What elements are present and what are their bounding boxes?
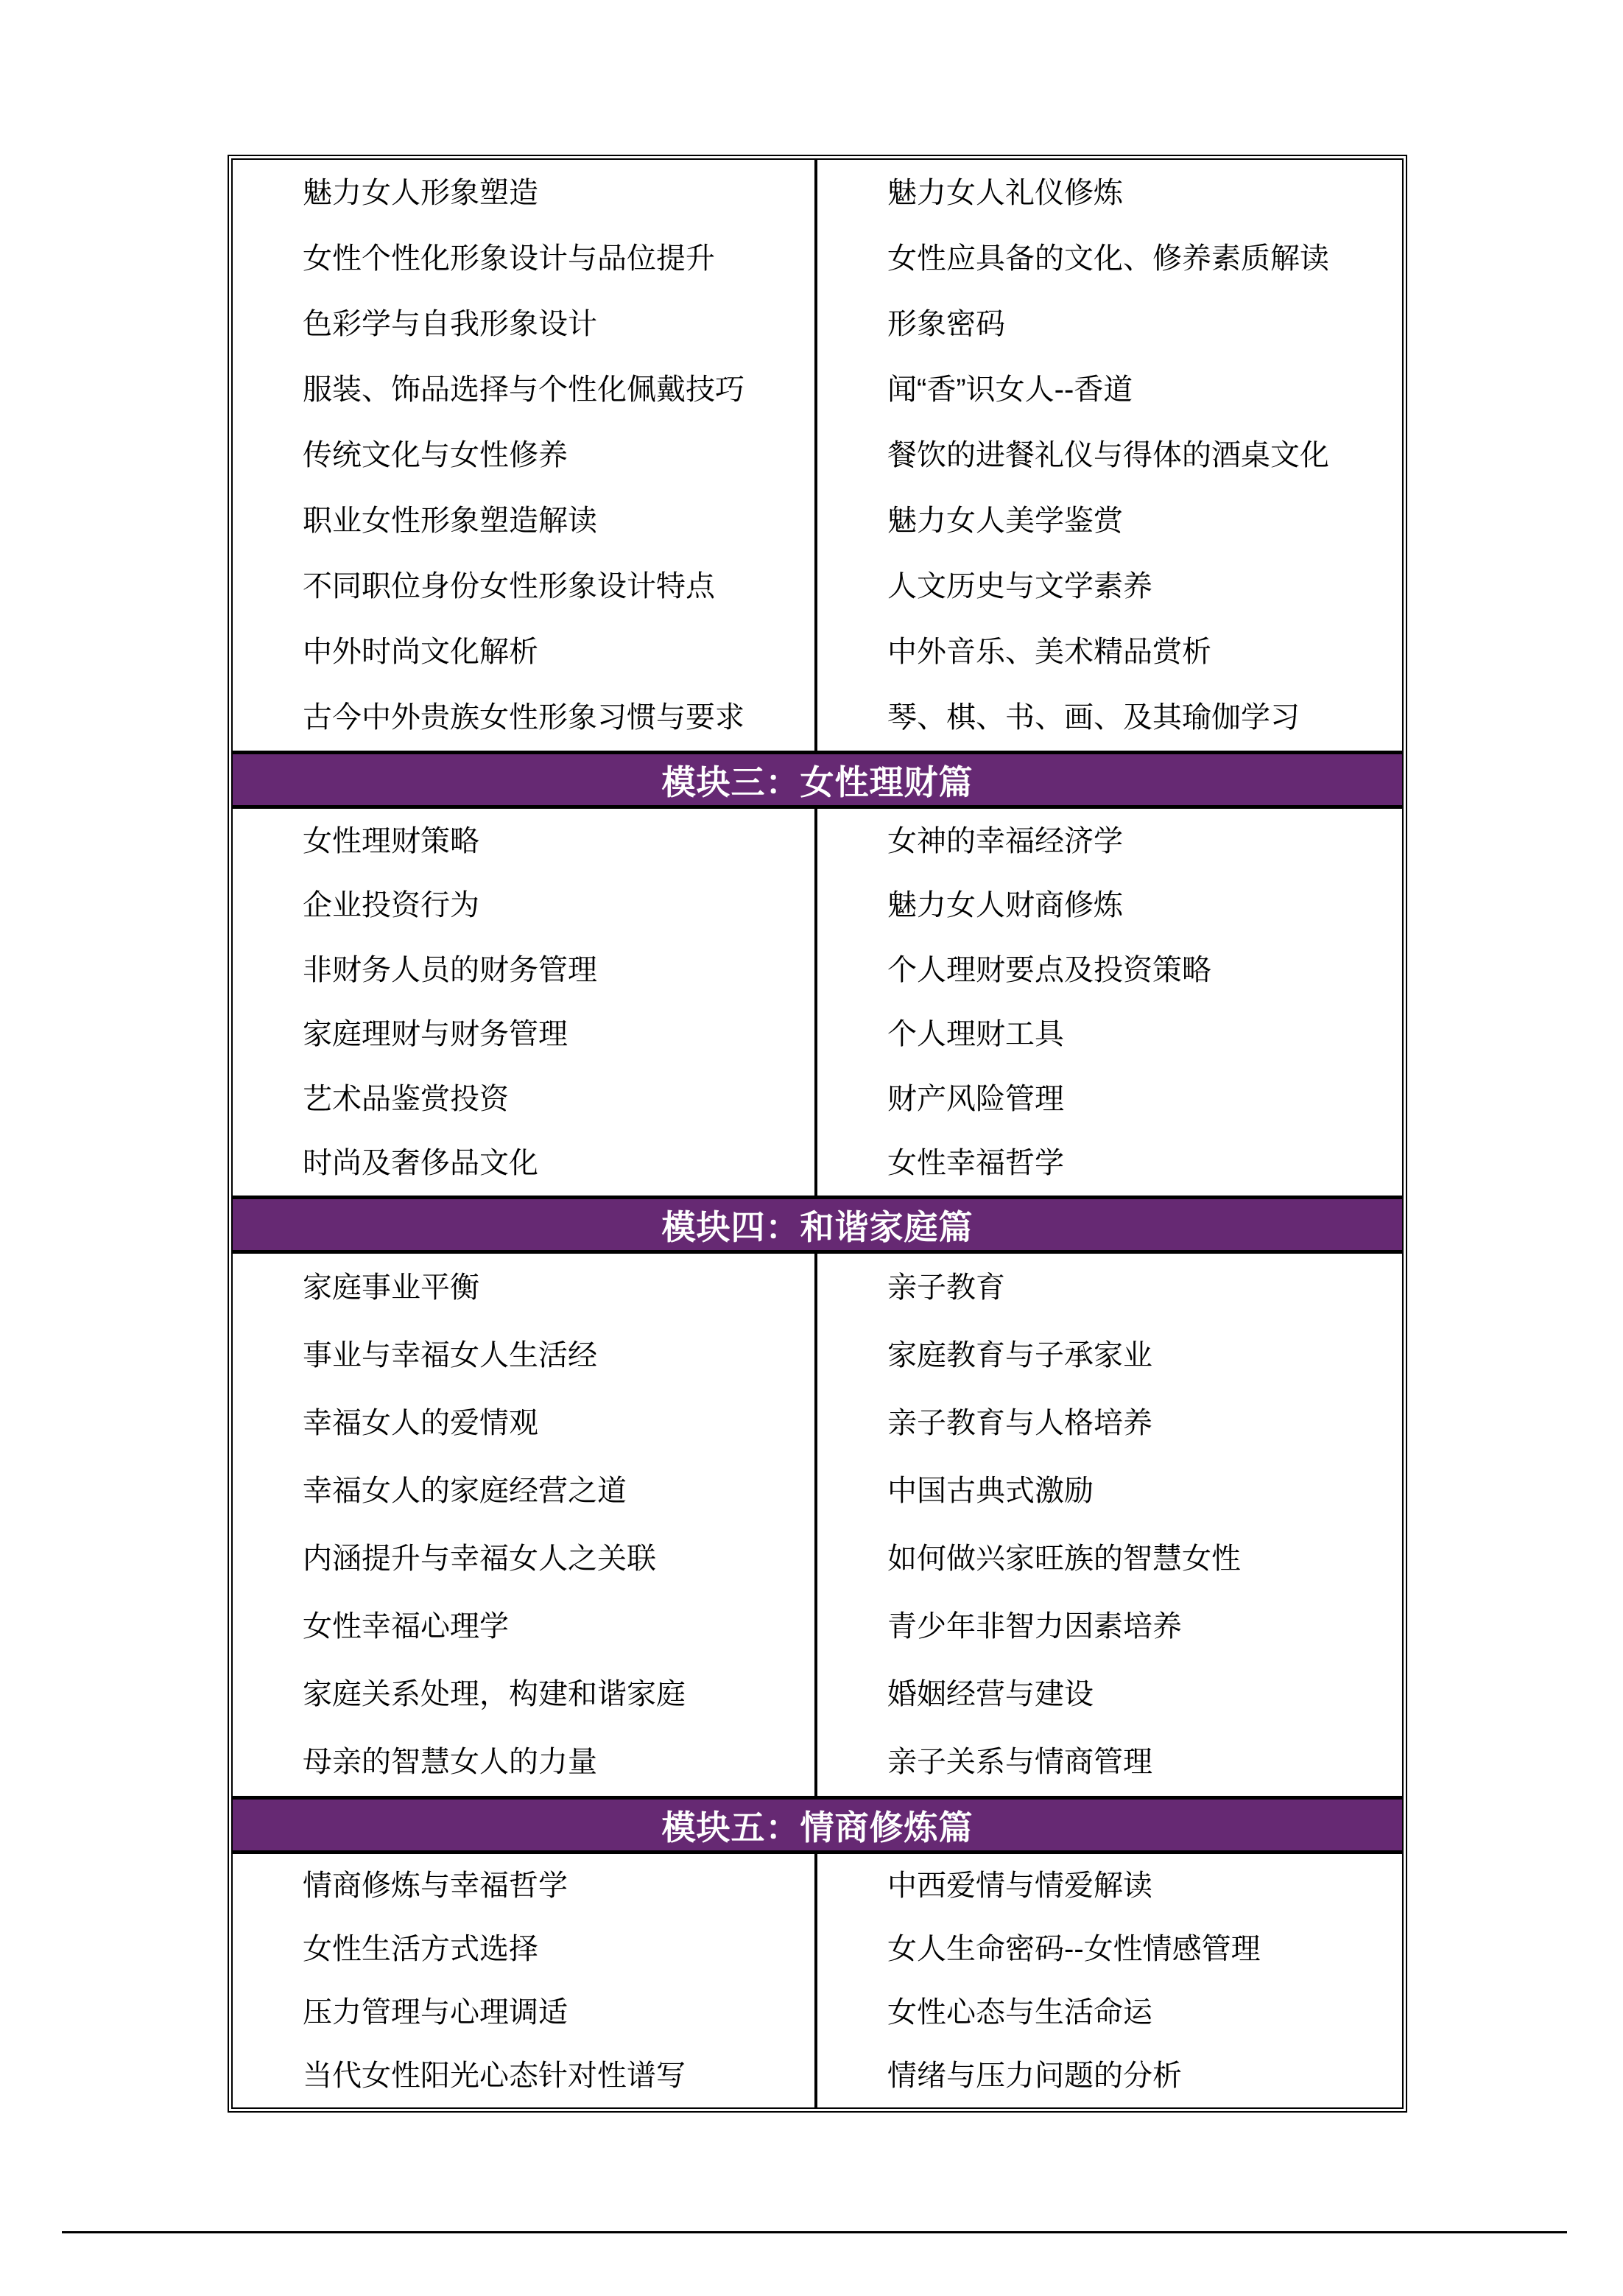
course-item: 内涵提升与幸福女人之关联: [303, 1542, 656, 1575]
course-item: 形象密码: [887, 307, 1005, 340]
course-item: 女性个性化形象设计与品位提升: [303, 242, 715, 275]
course-item: 女性生活方式选择: [303, 1933, 538, 1965]
module-row: [233, 809, 1402, 1196]
course-item: 女性幸福心理学: [303, 1610, 509, 1643]
course-item: 事业与幸福女人生活经: [303, 1339, 597, 1372]
course-item: 服装、饰品选择与个性化佩戴技巧: [303, 373, 744, 406]
course-item: 时尚及奢侈品文化: [303, 1147, 538, 1180]
course-item: 不同职位身份女性形象设计特点: [303, 570, 715, 603]
course-item: 女神的幸福经济学: [887, 824, 1123, 857]
module-row: [233, 1854, 1402, 2107]
module-header-band: [233, 751, 1402, 809]
module-header-title: 模块三：女性理财篇: [661, 762, 974, 801]
course-item: 个人理财工具: [887, 1018, 1064, 1051]
course-item: 个人理财要点及投资策略: [887, 953, 1211, 986]
table-column-left: [233, 1854, 817, 2107]
course-item: 幸福女人的家庭经营之道: [303, 1475, 627, 1507]
course-item: 女性心态与生活命运: [887, 1996, 1152, 2029]
course-item: 色彩学与自我形象设计: [303, 307, 597, 340]
module-row: [233, 1254, 1402, 1796]
course-item: 女性幸福哲学: [887, 1147, 1064, 1180]
course-item: 财产风险管理: [887, 1082, 1064, 1115]
table-column-right: [817, 809, 1402, 1196]
table-column-left: [233, 1254, 817, 1796]
table-column-right: [817, 1254, 1402, 1796]
course-item: 亲子关系与情商管理: [887, 1746, 1152, 1778]
course-item: 家庭关系处理，构建和谐家庭: [303, 1678, 686, 1710]
course-item: 女人生命密码--女性情感管理: [887, 1933, 1261, 1965]
course-item: 人文历史与文学素养: [887, 570, 1152, 603]
course-item: 琴、棋、书、画、及其瑜伽学习: [887, 701, 1300, 734]
course-item: 亲子教育: [887, 1271, 1005, 1304]
course-item: 餐饮的进餐礼仪与得体的酒桌文化: [887, 438, 1329, 471]
course-item: 家庭理财与财务管理: [303, 1018, 568, 1051]
course-item: 闻“香”识女人--香道: [887, 373, 1133, 406]
table-column-right: [817, 1854, 1402, 2107]
table-column-left: [233, 809, 817, 1196]
course-item: 家庭事业平衡: [303, 1271, 479, 1304]
course-item: 幸福女人的爱情观: [303, 1407, 538, 1439]
module-header-title: 模块四：和谐家庭篇: [661, 1207, 974, 1246]
course-item: 中国古典式激励: [887, 1475, 1094, 1507]
table-column-right: [817, 160, 1402, 751]
module-header-title: 模块五：情商修炼篇: [661, 1808, 974, 1847]
footer-divider: [62, 2231, 1567, 2233]
course-item: 魅力女人财商修炼: [887, 889, 1123, 922]
course-item: 情绪与压力问题的分析: [887, 2060, 1182, 2092]
course-item: 压力管理与心理调适: [303, 1996, 568, 2029]
course-item: 当代女性阳光心态针对性谱写: [303, 2060, 686, 2092]
table-column-left: [233, 160, 817, 751]
course-item: 情商修炼与幸福哲学: [303, 1870, 568, 1902]
course-item: 青少年非智力因素培养: [887, 1610, 1182, 1643]
course-item: 中外音乐、美术精品赏析: [887, 636, 1211, 669]
module-row: [233, 160, 1402, 751]
course-item: 非财务人员的财务管理: [303, 953, 597, 986]
course-item: 艺术品鉴赏投资: [303, 1082, 509, 1115]
course-table: [228, 155, 1407, 2113]
course-item: 中外时尚文化解析: [303, 636, 538, 669]
course-item: 女性理财策略: [303, 824, 479, 857]
course-item: 家庭教育与子承家业: [887, 1339, 1152, 1372]
course-item: 传统文化与女性修养: [303, 438, 568, 471]
course-item: 母亲的智慧女人的力量: [303, 1746, 597, 1778]
course-item: 女性应具备的文化、修养素质解读: [887, 242, 1329, 275]
course-item: 企业投资行为: [303, 889, 479, 922]
course-item: 魅力女人美学鉴赏: [887, 505, 1123, 538]
course-item: 职业女性形象塑造解读: [303, 505, 597, 538]
course-item: 魅力女人形象塑造: [303, 176, 538, 209]
course-item: 古今中外贵族女性形象习惯与要求: [303, 701, 744, 734]
course-item: 如何做兴家旺族的智慧女性: [887, 1542, 1241, 1575]
course-item: 魅力女人礼仪修炼: [887, 176, 1123, 209]
course-item: 亲子教育与人格培养: [887, 1407, 1152, 1439]
module-header-band: [233, 1796, 1402, 1854]
course-item: 婚姻经营与建设: [887, 1678, 1094, 1710]
course-item: 中西爱情与情爱解读: [887, 1870, 1152, 1902]
module-header-band: [233, 1196, 1402, 1254]
